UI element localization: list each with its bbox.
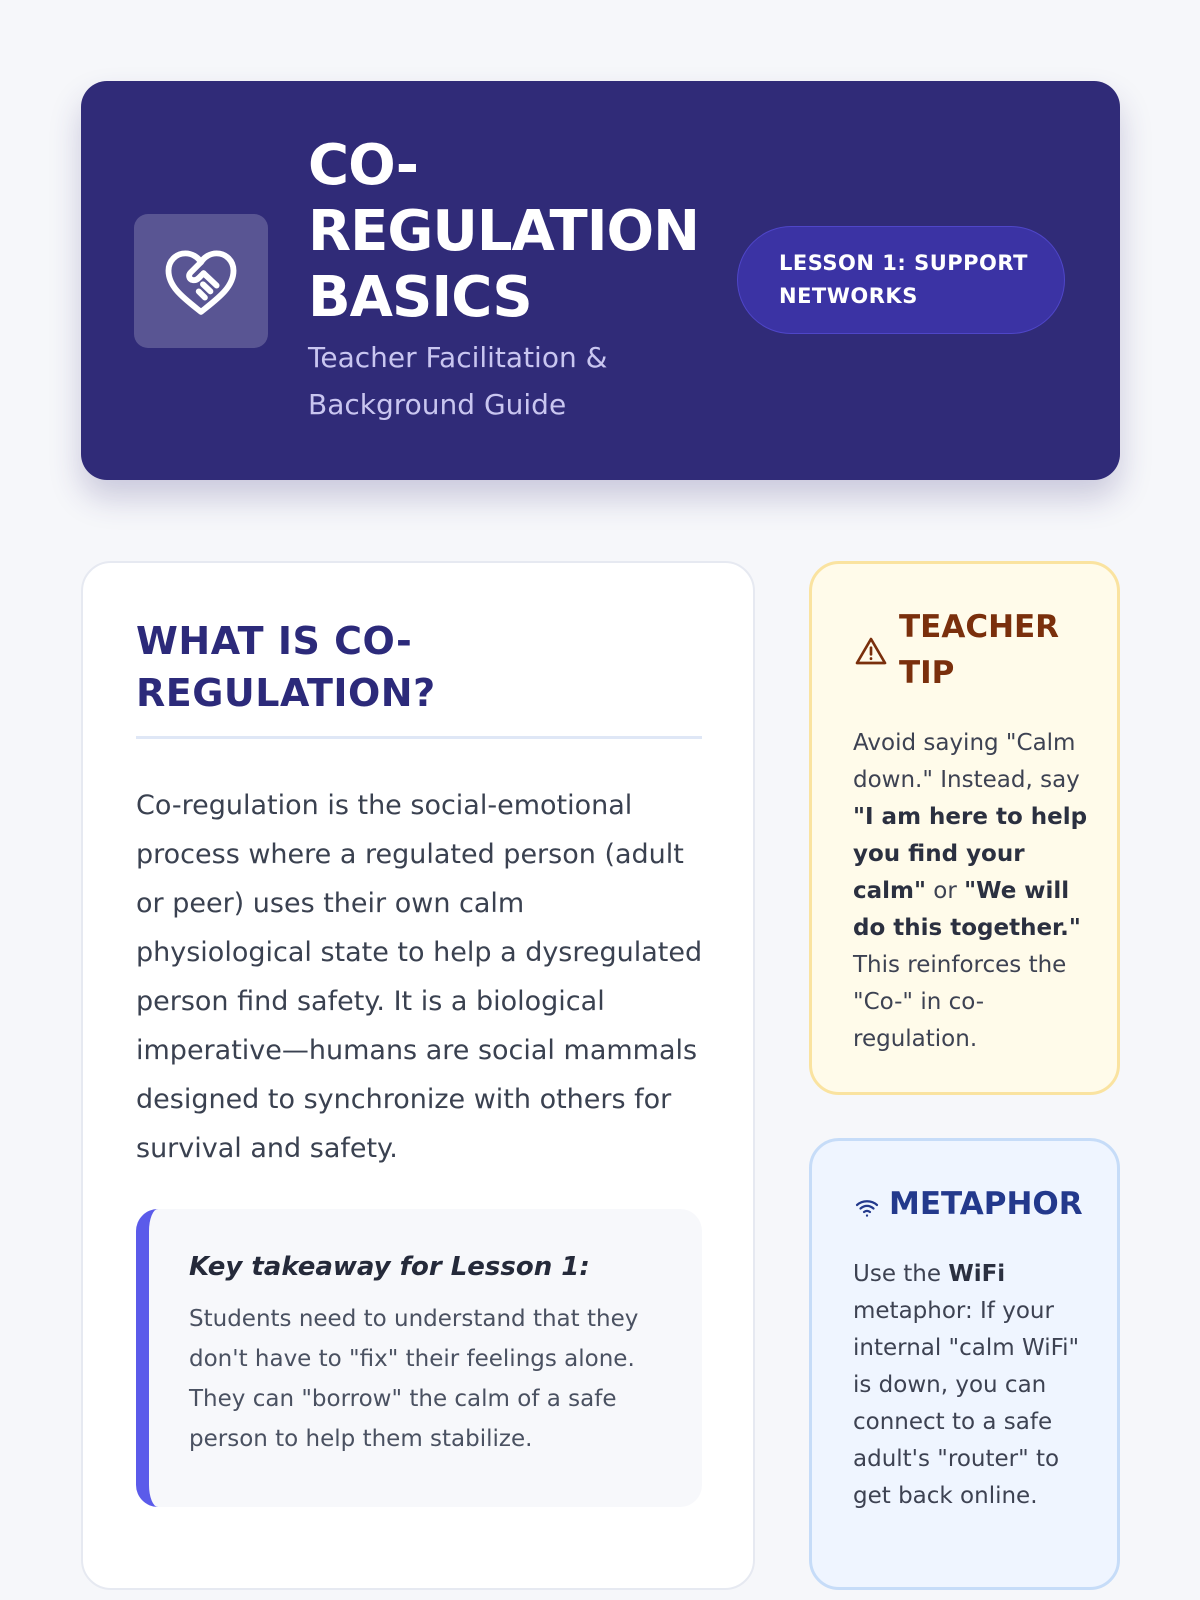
section-heading: WHAT IS CO-REGULATION?: [136, 619, 436, 715]
section-body-text: Co-regulation is the social-emotional process where a regulated person (adult or peer) uses their own calm physiological state to help a dysregulated person find safety. It is a biological imperative—humans are social mammals designed to synchronize with others for survival and safety.: [136, 790, 703, 1164]
page-title: CO-REGULATION BASICS: [308, 133, 699, 330]
logo-badge: [134, 214, 268, 348]
wifi-icon: [855, 1198, 879, 1222]
teacher-tip-text: Avoid saying "Calm down." Instead, say "I am here to help you find your calm" or "We will do this together." This reinforces the "Co-" in co-regulation.: [853, 730, 1088, 1052]
metaphor-card: [809, 1138, 1120, 1590]
header-banner: [81, 81, 1120, 480]
teacher-tip-card: [809, 561, 1120, 1095]
takeaway-title: Key takeaway for Lesson 1:: [189, 1252, 590, 1282]
heart-handshake-icon: [162, 245, 240, 317]
metaphor-text: Use the WiFi metaphor: If your internal "calm WiFi" is down, you can connect to a safe adult's "router" to get back online.: [853, 1261, 1080, 1509]
teacher-tip-title: TEACHER TIP: [899, 609, 1060, 691]
key-takeaway-callout: [136, 1209, 702, 1507]
heading-divider: [136, 736, 702, 739]
main-content-card: [81, 561, 755, 1590]
warning-triangle-icon: [855, 636, 887, 670]
takeaway-text: Students need to understand that they don't have to "fix" their feelings alone. They can "borrow" the calm of a safe person to help them stabilize.: [189, 1306, 639, 1452]
metaphor-title: METAPHOR: [889, 1186, 1083, 1222]
lesson-badge: LESSON 1: SUPPORT NETWORKS: [737, 226, 1065, 334]
page-subtitle: Teacher Facilitation & Background Guide: [308, 341, 608, 421]
